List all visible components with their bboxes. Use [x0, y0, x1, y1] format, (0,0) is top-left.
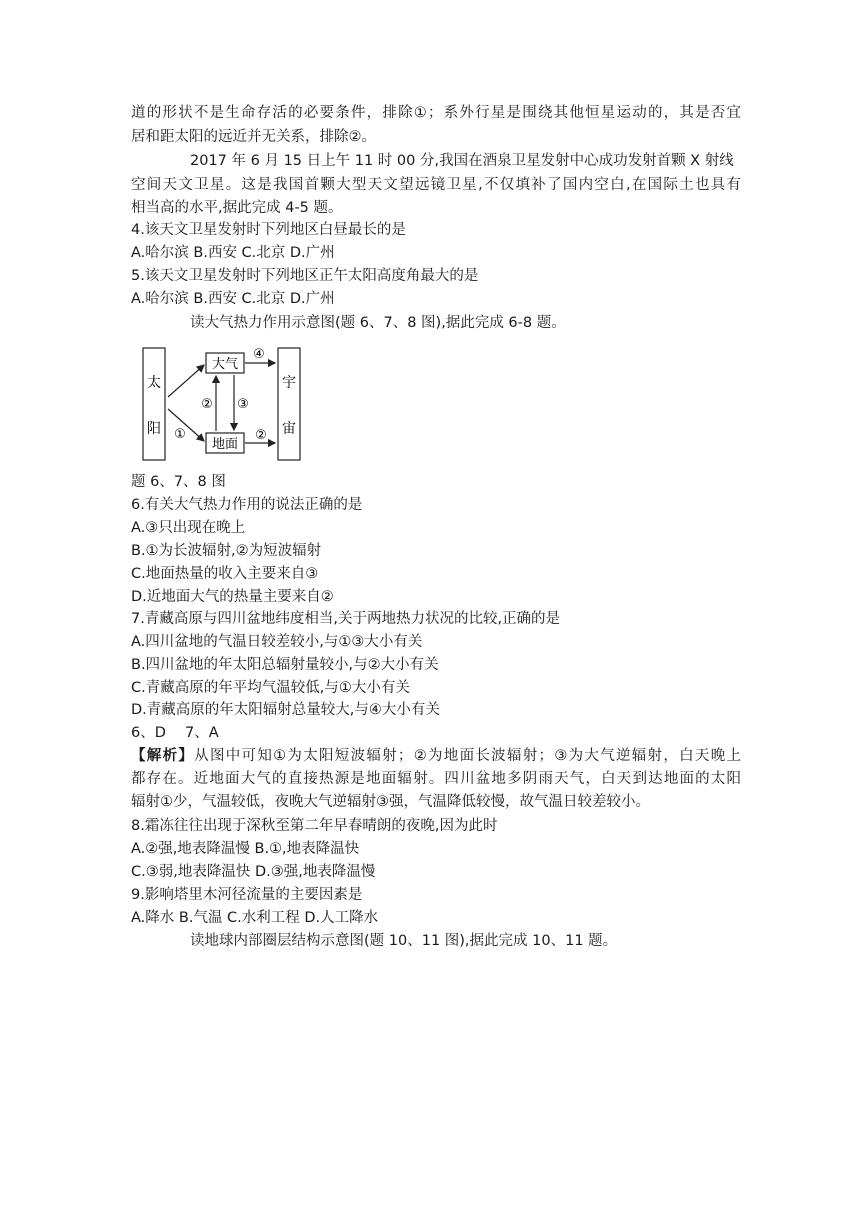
question-5-options: A.哈尔滨 B.西安 C.北京 D.广州: [131, 291, 335, 307]
atmosphere-label: 大气: [211, 357, 239, 372]
analysis-line: [131, 745, 741, 767]
label-2-right: ②: [255, 428, 267, 443]
space-char: 宙: [282, 421, 296, 437]
question-9-options: A.降水 B.气温 C.水利工程 D.人工降水: [131, 910, 379, 926]
question-8: 8.霜冻往往出现于深秋至第二年早春晴朗的夜晚,因为此时: [131, 818, 498, 834]
option: C.地面热量的收入主要来自③: [131, 566, 319, 582]
option: A.③只出现在晚上: [131, 520, 246, 536]
question-9: 9.影响塔里木河径流量的主要因素是: [131, 887, 363, 903]
question-8-options: A.②强,地表降温慢 B.①,地表降温快: [131, 841, 360, 857]
analysis-line: 都存在。近地面大气的直接热源是地面辐射。四川盆地多阴雨天气，白天到达地面的太阳: [131, 771, 741, 787]
atmospheric-heating-diagram: [140, 345, 305, 465]
option: D.近地面大气的热量主要来自②: [131, 589, 334, 605]
ground-label: 地面: [211, 437, 239, 452]
question-4: 4.该天文卫星发射时下列地区白昼最长的是: [131, 222, 406, 238]
option: A.四川盆地的气温日较差较小,与①③大小有关: [131, 634, 423, 650]
question-7: 7.青藏高原与四川盆地纬度相当,关于两地热力状况的比较,正确的是: [131, 611, 561, 627]
question-4-options: A.哈尔滨 B.西安 C.北京 D.广州: [131, 245, 335, 261]
option: C.青藏高原的年平均气温较低,与①大小有关: [131, 680, 410, 696]
option: B.四川盆地的年太阳总辐射量较小,与②大小有关: [131, 657, 439, 673]
text-line: 居和距太阳的远近并无关系，排除②。: [131, 129, 376, 145]
text-line: 读大气热力作用示意图(题 6、7、8 图),据此完成 6-8 题。: [190, 315, 566, 331]
analysis-tag: 【解析】: [131, 748, 195, 764]
sun-box: [143, 348, 165, 460]
question-5: 5.该天文卫星发射时下列地区正午太阳高度角最大的是: [131, 268, 479, 284]
text-line: 2017 年 6 月 15 日上午 11 时 00 分,我国在酒泉卫星发射中心成功发射首颗 X 射线: [190, 153, 734, 169]
sun-char: 太: [147, 375, 161, 391]
text-line: 读地球内部圈层结构示意图(题 10、11 图),据此完成 10、11 题。: [190, 933, 618, 949]
label-2: ②: [201, 397, 213, 412]
text-line: 道的形状不是生命存活的必要条件，排除①；系外行星是围绕其他恒星运动的，其是否宜: [131, 105, 741, 121]
sun-to-atmosphere-arrow: [168, 365, 204, 397]
text-line: 相当高的水平,据此完成 4-5 题。: [131, 200, 343, 216]
sun-char: 阳: [147, 421, 161, 437]
label-1: ①: [174, 427, 186, 442]
space-box: [278, 348, 300, 460]
analysis-text: 从图中可知①为太阳短波辐射；②为地面长波辐射；③为大气逆辐射，白天晚上: [194, 748, 742, 764]
analysis-line: 辐射①少，气温较低，夜晚大气逆辐射③强，气温降低较慢，故气温日较差较小。: [131, 794, 650, 810]
label-4: ④: [253, 347, 265, 362]
label-3: ③: [237, 397, 249, 412]
option: D.青藏高原的年太阳辐射总量较大,与④大小有关: [131, 702, 440, 718]
option: B.①为长波辐射,②为短波辐射: [131, 543, 322, 559]
text-line: 空间天文卫星。这是我国首颗大型天文望远镜卫星,不仅填补了国内空白,在国际土也具有: [131, 177, 741, 193]
diagram-caption: 题 6、7、8 图: [131, 474, 226, 490]
question-6: 6.有关大气热力作用的说法正确的是: [131, 497, 363, 513]
space-char: 宇: [282, 375, 296, 391]
question-8-options: C.③弱,地表降温快 D.③强,地表降温慢: [131, 864, 376, 880]
answer-key: 6、D 7、A: [131, 725, 219, 741]
